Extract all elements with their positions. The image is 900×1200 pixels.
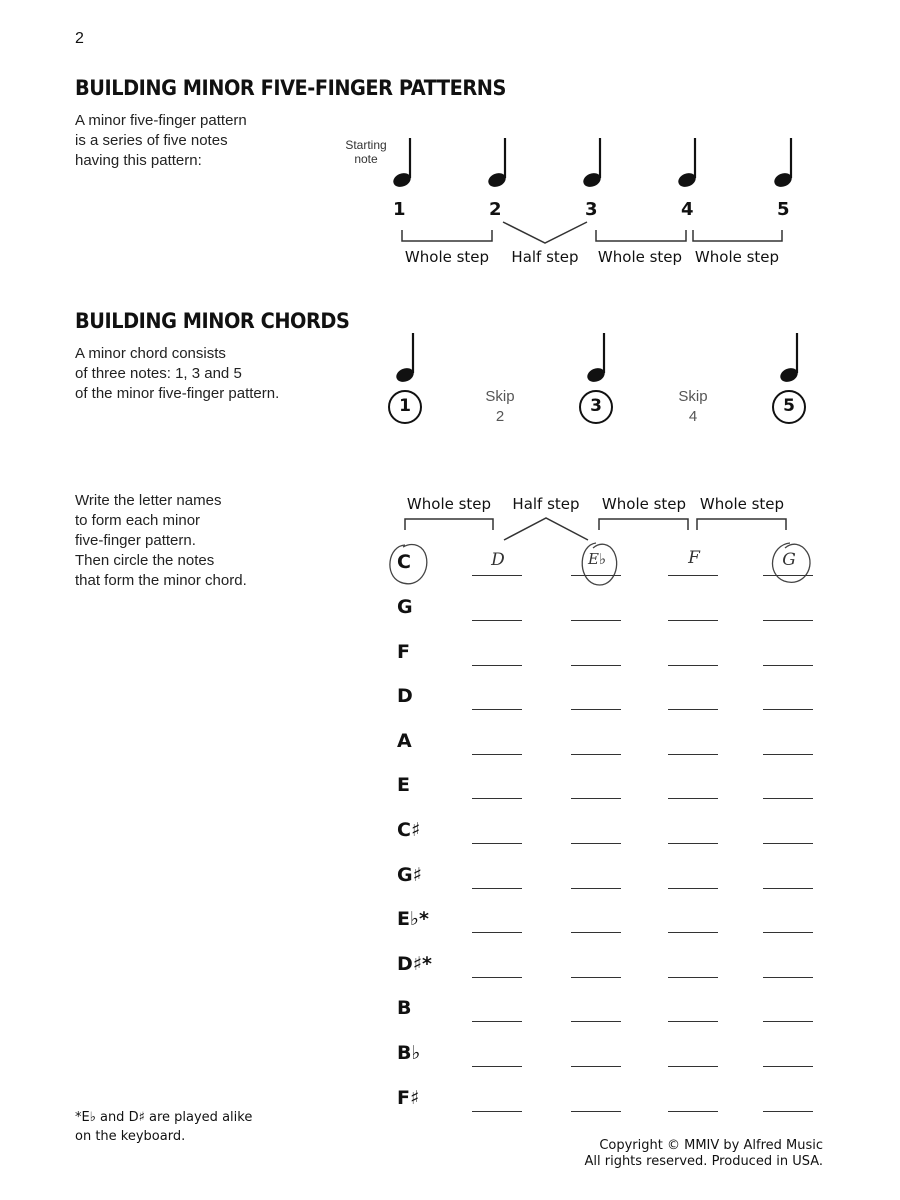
answer-blank[interactable] bbox=[472, 888, 522, 889]
chord-number-3: 3 bbox=[590, 396, 602, 416]
answer-blank[interactable] bbox=[472, 843, 522, 844]
footnote-line: *E♭ and D♯ are played alike bbox=[75, 1110, 253, 1125]
instruction-line: Then circle the notes bbox=[75, 552, 215, 569]
step-label: Whole step bbox=[694, 248, 780, 266]
answer-blank[interactable] bbox=[668, 932, 718, 933]
exercise-row-root-note: A bbox=[397, 730, 412, 752]
answer-blank[interactable] bbox=[668, 977, 718, 978]
half-step-bracket bbox=[503, 222, 587, 243]
answer-blank bbox=[571, 575, 621, 576]
answer-blank[interactable] bbox=[668, 1021, 718, 1022]
section2-title: BUILDING MINOR CHORDS bbox=[75, 309, 350, 333]
step-label: Whole step bbox=[597, 248, 683, 266]
answer-blank[interactable] bbox=[571, 977, 621, 978]
answer-blank[interactable] bbox=[472, 1066, 522, 1067]
chord-number-5: 5 bbox=[783, 396, 795, 416]
answer-blank[interactable] bbox=[571, 665, 621, 666]
answer-blank[interactable] bbox=[571, 754, 621, 755]
skip-number: 2 bbox=[495, 408, 505, 425]
exercise-step-label: Whole step bbox=[699, 495, 785, 513]
answer-blank[interactable] bbox=[472, 709, 522, 710]
whole-step-bracket-3 bbox=[693, 230, 782, 241]
answer-blank[interactable] bbox=[763, 709, 813, 710]
answer-blank[interactable] bbox=[763, 843, 813, 844]
exercise-whole-step-bracket-3 bbox=[697, 519, 786, 530]
answer-blank[interactable] bbox=[763, 932, 813, 933]
answer-blank[interactable] bbox=[571, 888, 621, 889]
exercise-row-root-note: E bbox=[397, 774, 410, 796]
answer-blank[interactable] bbox=[668, 709, 718, 710]
answer-blank[interactable] bbox=[668, 1066, 718, 1067]
answer-blank[interactable] bbox=[668, 665, 718, 666]
step-brackets-top bbox=[402, 222, 782, 243]
answer-blank[interactable] bbox=[472, 620, 522, 621]
exercise-whole-step-bracket-1 bbox=[405, 519, 493, 530]
quarter-note-1 bbox=[391, 138, 413, 189]
answer-blank[interactable] bbox=[472, 798, 522, 799]
description-line: having this pattern: bbox=[75, 152, 202, 169]
answer-blank[interactable] bbox=[571, 1066, 621, 1067]
step-brackets-exercise bbox=[405, 518, 786, 540]
quarter-note-5 bbox=[772, 138, 794, 189]
step-label: Whole step bbox=[404, 248, 490, 266]
starting-note-line: Starting bbox=[345, 138, 387, 152]
description-line: A minor chord consists bbox=[75, 345, 226, 362]
note-number: 3 bbox=[585, 199, 598, 220]
quarter-note-3 bbox=[581, 138, 603, 189]
exercise-row-root-note: D bbox=[397, 685, 413, 707]
exercise-row-root-note: F♯ bbox=[397, 1087, 420, 1109]
answer-blank[interactable] bbox=[472, 665, 522, 666]
answer-blank[interactable] bbox=[668, 888, 718, 889]
exercise-row-root-note: G♯ bbox=[397, 864, 422, 886]
exercise-step-label: Whole step bbox=[601, 495, 687, 513]
note-number: 4 bbox=[681, 199, 694, 220]
answer-blank[interactable] bbox=[668, 1111, 718, 1112]
whole-step-bracket-2 bbox=[596, 230, 686, 241]
example-answer: D bbox=[491, 550, 505, 570]
exercise-row-root-note: E♭* bbox=[397, 908, 429, 930]
answer-blank[interactable] bbox=[763, 977, 813, 978]
answer-blank[interactable] bbox=[763, 620, 813, 621]
answer-blank[interactable] bbox=[571, 932, 621, 933]
copyright bbox=[560, 1138, 823, 1170]
description-line: of three notes: 1, 3 and 5 bbox=[75, 365, 242, 382]
note-number: 2 bbox=[489, 199, 502, 220]
exercise-row-root-note: B bbox=[397, 997, 412, 1019]
answer-blank[interactable] bbox=[571, 1021, 621, 1022]
example-root-note: C bbox=[397, 551, 411, 573]
answer-blank[interactable] bbox=[763, 754, 813, 755]
instruction-line: that form the minor chord. bbox=[75, 572, 247, 589]
description-line: of the minor five-finger pattern. bbox=[75, 385, 280, 402]
exercise-whole-step-bracket-2 bbox=[599, 519, 688, 530]
answer-blank[interactable] bbox=[571, 1111, 621, 1112]
section1-title: BUILDING MINOR FIVE-FINGER PATTERNS bbox=[75, 76, 506, 100]
answer-blank[interactable] bbox=[571, 709, 621, 710]
step-label: Half step bbox=[511, 248, 579, 266]
example-answer: F bbox=[688, 548, 700, 568]
answer-blank[interactable] bbox=[763, 1066, 813, 1067]
note-number: 1 bbox=[393, 199, 406, 220]
exercise-step-label: Whole step bbox=[406, 495, 492, 513]
answer-blank[interactable] bbox=[668, 754, 718, 755]
exercise-row-root-note: D♯* bbox=[397, 953, 432, 975]
answer-blank[interactable] bbox=[472, 1021, 522, 1022]
skip-text: Skip bbox=[678, 388, 708, 405]
answer-blank[interactable] bbox=[668, 620, 718, 621]
example-answer: G bbox=[782, 550, 796, 570]
exercise-step-label: Half step bbox=[512, 495, 580, 513]
answer-blank[interactable] bbox=[763, 1021, 813, 1022]
copyright-line: All rights reserved. Produced in USA. bbox=[584, 1154, 823, 1169]
answer-blank[interactable] bbox=[571, 620, 621, 621]
note-number: 5 bbox=[777, 199, 790, 220]
answer-blank[interactable] bbox=[472, 754, 522, 755]
starting-note-line: note bbox=[354, 152, 378, 166]
answer-blank bbox=[668, 575, 718, 576]
exercise-row-root-note: G bbox=[397, 596, 413, 618]
instruction-line: five-finger pattern. bbox=[75, 532, 196, 549]
answer-blank bbox=[763, 575, 813, 576]
exercise-half-step-bracket bbox=[504, 518, 588, 540]
skip-number: 4 bbox=[688, 408, 698, 425]
exercise-instructions bbox=[75, 491, 247, 591]
exercise-row-root-note: C♯ bbox=[397, 819, 421, 841]
section2-description bbox=[75, 344, 279, 404]
copyright-line: Copyright © MMIV by Alfred Music bbox=[599, 1138, 823, 1153]
answer-blank[interactable] bbox=[472, 977, 522, 978]
pattern-notes bbox=[391, 138, 794, 189]
description-line: A minor five-finger pattern bbox=[75, 112, 247, 129]
answer-blank[interactable] bbox=[668, 843, 718, 844]
whole-step-bracket-1 bbox=[402, 230, 492, 241]
answer-blank[interactable] bbox=[763, 665, 813, 666]
exercise-row-root-note: B♭ bbox=[397, 1042, 421, 1064]
quarter-note-2 bbox=[486, 138, 508, 189]
answer-blank[interactable] bbox=[571, 843, 621, 844]
answer-blank[interactable] bbox=[472, 1111, 522, 1112]
answer-blank[interactable] bbox=[763, 1111, 813, 1112]
instruction-line: to form each minor bbox=[75, 512, 201, 529]
page-number: 2 bbox=[75, 30, 84, 47]
description-line: is a series of five notes bbox=[75, 132, 228, 149]
answer-blank[interactable] bbox=[472, 932, 522, 933]
exercise-row-root-note: F bbox=[397, 641, 410, 663]
instruction-line: Write the letter names bbox=[75, 492, 222, 509]
footnote-line: on the keyboard. bbox=[75, 1129, 186, 1144]
answer-blank[interactable] bbox=[571, 798, 621, 799]
skip-label-1 bbox=[470, 387, 530, 427]
footnote bbox=[75, 1108, 252, 1146]
answer-blank bbox=[472, 575, 522, 576]
quarter-note-4 bbox=[676, 138, 698, 189]
chord-number-1: 1 bbox=[399, 396, 411, 416]
example-answer: E♭ bbox=[587, 550, 607, 568]
answer-blank[interactable] bbox=[763, 798, 813, 799]
skip-label-2 bbox=[663, 387, 723, 427]
answer-blank[interactable] bbox=[668, 798, 718, 799]
answer-blank[interactable] bbox=[763, 888, 813, 889]
skip-text: Skip bbox=[485, 388, 515, 405]
